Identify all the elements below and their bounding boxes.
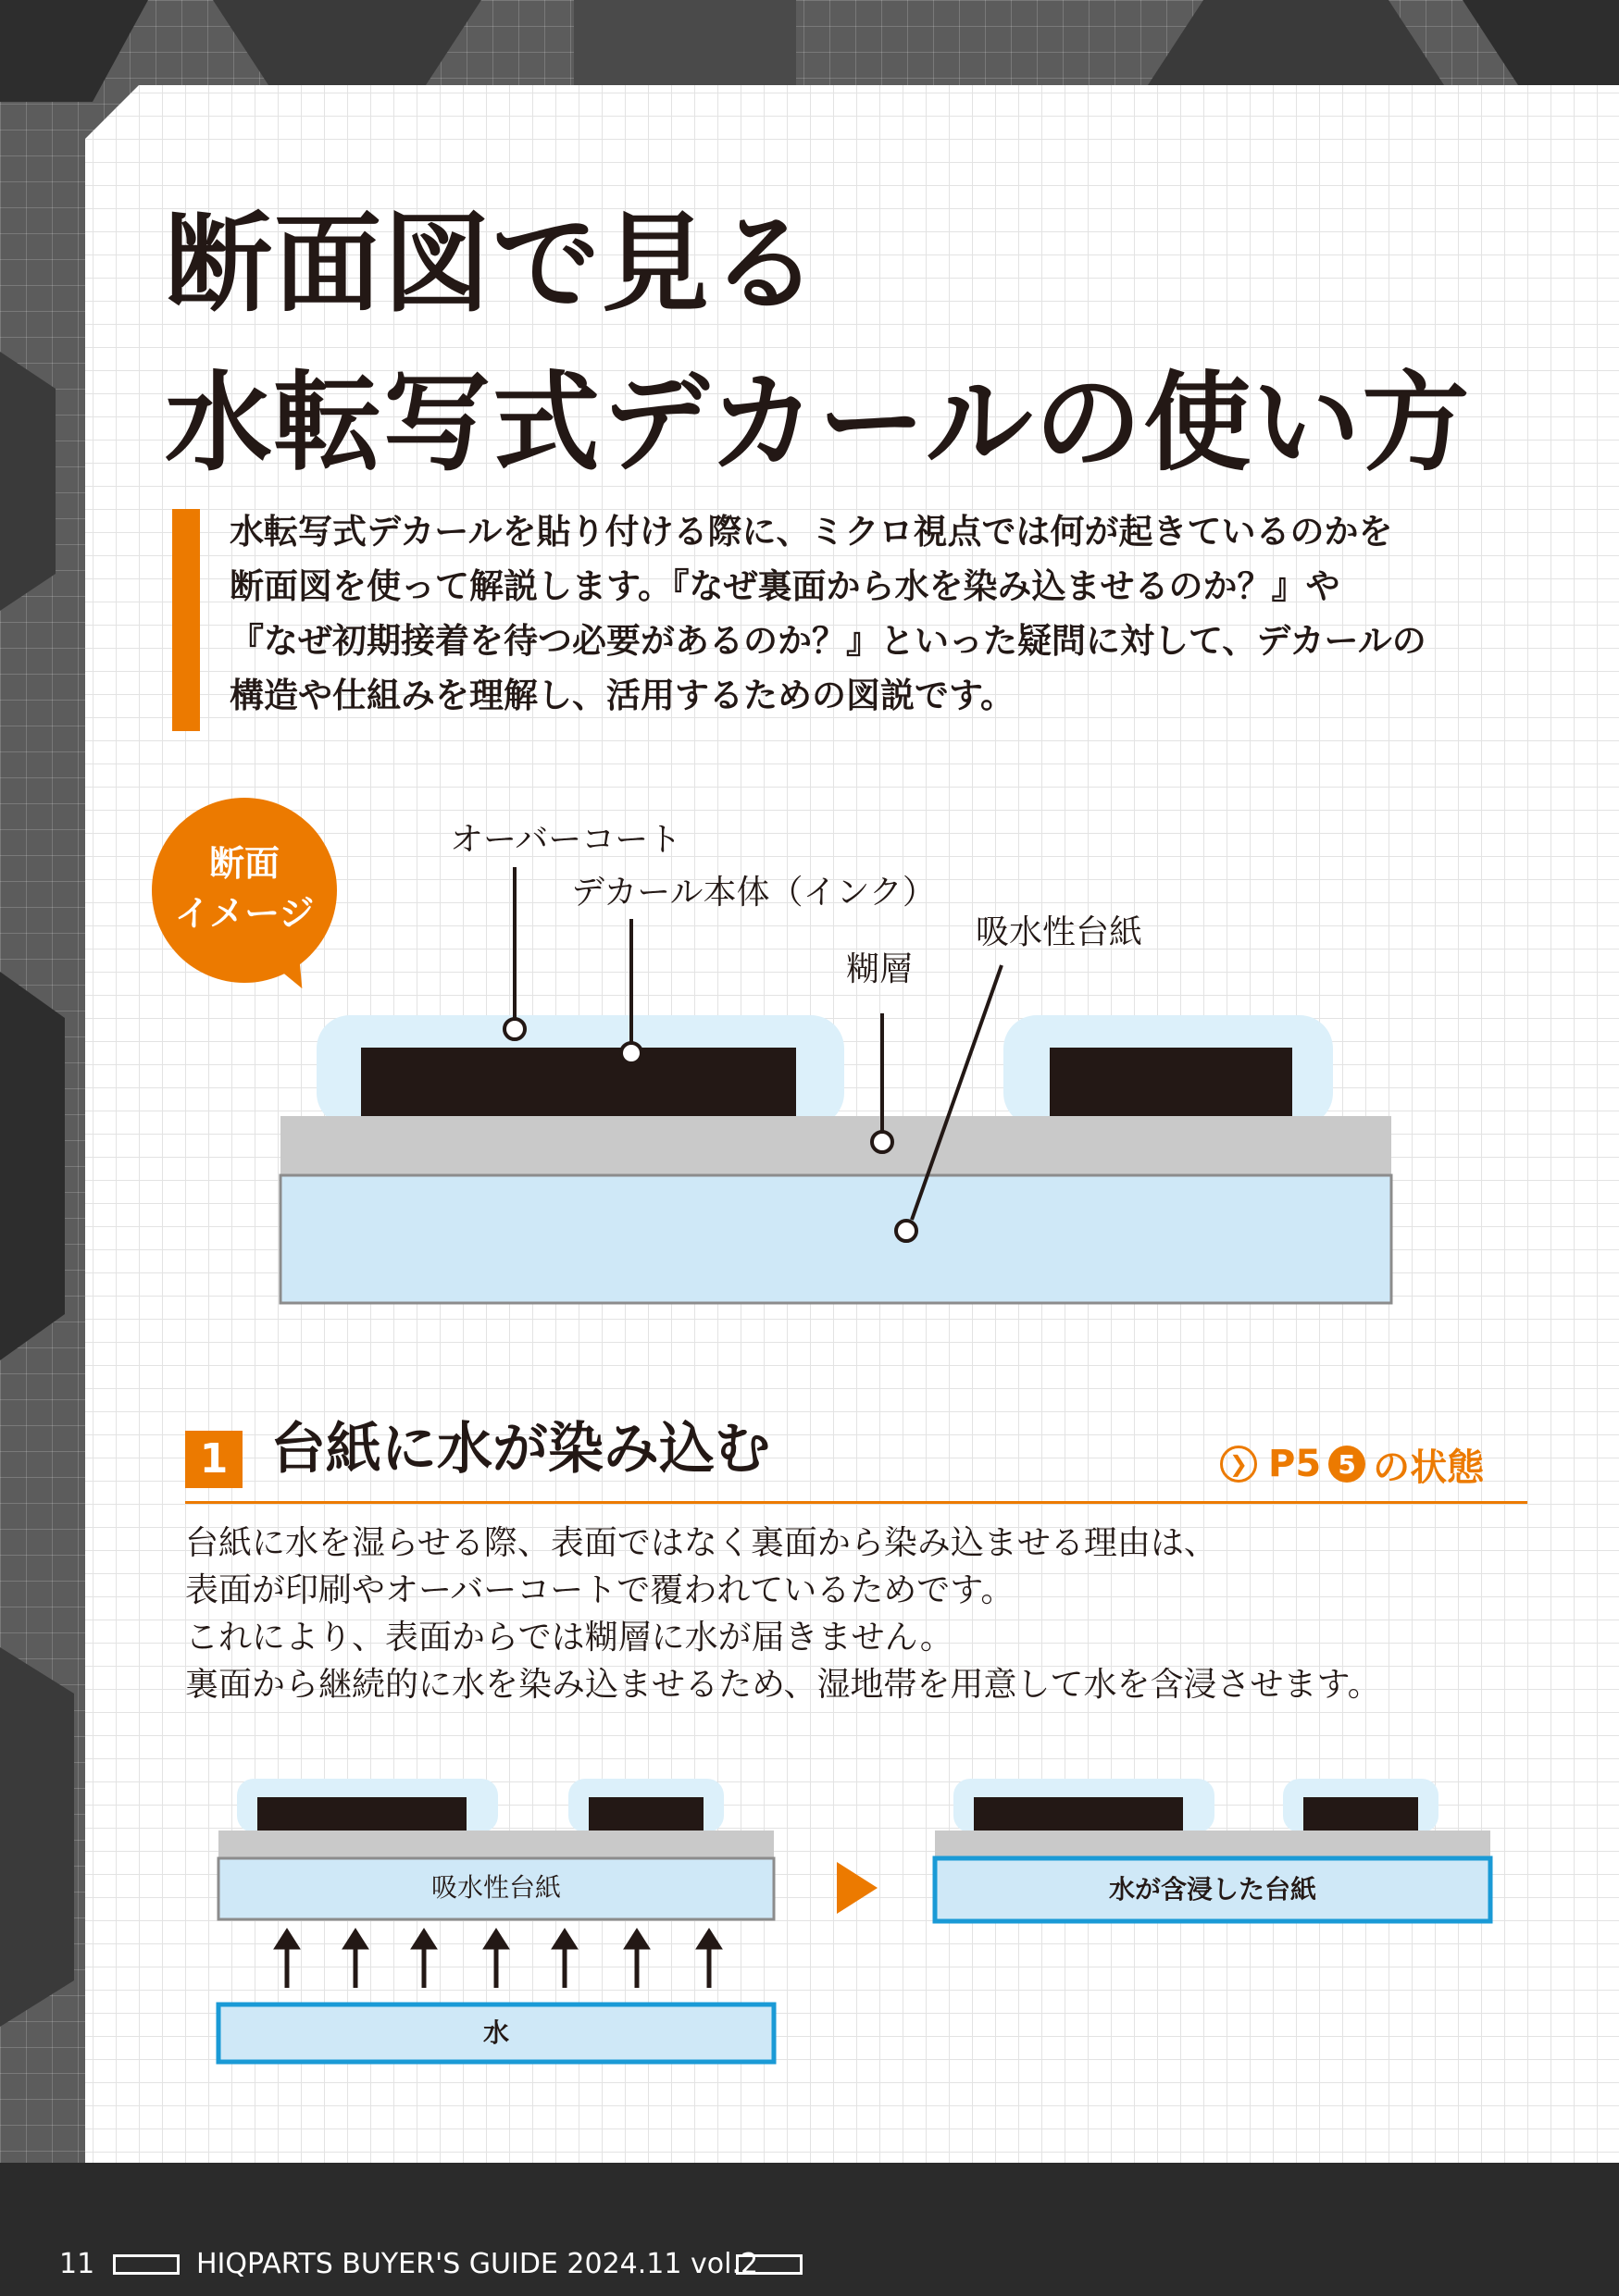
right-ink-2 [1303, 1797, 1418, 1832]
footer-ornament-right [736, 2254, 803, 2275]
section-title: 台紙に水が染み込む [270, 1417, 770, 1482]
chevron-right-icon: ❯ [1220, 1446, 1257, 1483]
lead-line: 『なぜ初期接着を待つ必要があるのか？』といった疑問に対して、デカールの [230, 621, 1426, 661]
body-line: 裏面から継続的に水を染み込ませるため、湿地帯を用意して水を含浸させます。 [185, 1666, 1381, 1704]
label-decal-body: デカール本体（インク） [571, 874, 936, 912]
label-backing-paper: 吸水性台紙 [976, 913, 1143, 951]
badge-line1: 断面 [208, 843, 280, 884]
page-number: 11 [59, 2248, 95, 2280]
right-paper-label: 水が含浸した台紙 [1108, 1874, 1316, 1905]
page-title-line1: 断面図で見る [165, 202, 820, 327]
ref-page: P5 [1268, 1443, 1322, 1485]
left-ink-1 [257, 1797, 467, 1832]
section-number: 1 [185, 1431, 243, 1488]
right-ink-1 [974, 1797, 1183, 1832]
water-label: 水 [482, 2017, 509, 2048]
body-line: これにより、表面からでは糊層に水が届きません。 [185, 1619, 953, 1657]
footer-ornament-left [113, 2254, 180, 2275]
footer-publication-title: HIQPARTS BUYER'S GUIDE 2024.11 vol.2 [196, 2248, 759, 2280]
lead-line: 構造や仕組みを理解し、活用するための図説です。 [230, 676, 1015, 715]
ref-suffix: の状態 [1373, 1446, 1485, 1489]
left-ink-2 [589, 1797, 704, 1832]
label-glue-layer: 糊層 [846, 950, 914, 988]
page-title-line2: 水転写式デカールの使い方 [165, 361, 1472, 486]
badge-line2: イメージ [174, 893, 315, 934]
left-paper-label: 吸水性台紙 [430, 1872, 561, 1903]
lead-line: 断面図を使って解説します。『なぜ裏面から水を染み込ませるのか？』や [230, 566, 1340, 606]
next-arrow [837, 1862, 878, 1914]
right-glue [935, 1831, 1490, 1858]
body-line: 台紙に水を湿らせる際、表面ではなく裏面から染み込ませる理由は、 [185, 1524, 1217, 1562]
water-arrows [274, 1929, 722, 1988]
lead-line: 水転写式デカールを貼り付ける際に、ミクロ視点では何が起きているのかを [230, 512, 1393, 552]
ref-step-number: 5 [1328, 1446, 1365, 1483]
left-glue [218, 1831, 774, 1858]
body-line: 表面が印刷やオーバーコートで覆われているためです。 [185, 1571, 1015, 1609]
label-overcoat: オーバーコート [450, 821, 682, 859]
